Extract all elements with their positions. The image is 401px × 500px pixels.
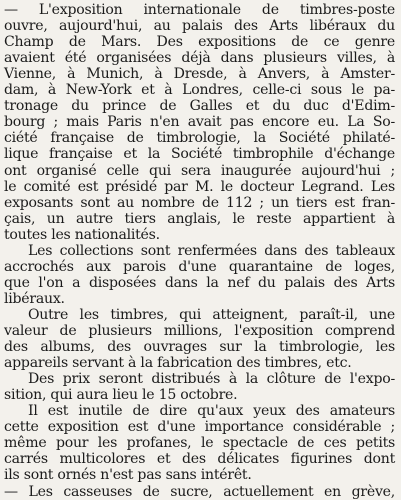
text-line: lique française et la Société timbrophile d'échange	[4, 146, 395, 163]
text-line: avaient été organisées déjà dans plusieurs villes, à	[4, 50, 395, 67]
text-line: ciété française de timbrologie, la Société philaté-	[4, 130, 395, 147]
text-line: toutes les nationalités.	[4, 226, 160, 243]
text-line: exposants sont au nombre de 112 ; un tiers est fran-	[4, 194, 395, 211]
text-line: dam, à New-York et à Londres, celle-ci sous le pa-	[4, 82, 395, 99]
text-line: tronage du prince de Galles et du duc d'Edim-	[4, 98, 395, 115]
text-line: Champ de Mars. Des expositions de ce genre	[4, 34, 395, 51]
text-line: même pour les profanes, le spectacle de ces petits	[4, 435, 395, 452]
text-line: Vienne, à Munich, à Dresde, à Anvers, à Amster-	[4, 66, 395, 83]
text-line: appareils servant à la fabrication des timbres, etc.	[4, 355, 352, 372]
text-line: çais, un autre tiers anglais, le reste appartient à	[4, 210, 395, 227]
text-line: carrés multicolores et des délicates figurines dont	[4, 451, 395, 468]
text-line: des albums, des ouvrages sur la timbrologie, les	[4, 339, 395, 356]
text-line: — Les casseuses de sucre, actuellement en grève,	[4, 483, 395, 500]
text-line: ils sont ornés n'est pas sans intérêt.	[4, 467, 252, 484]
text-line: le comité est présidé par M. le docteur Legrand. Les	[4, 178, 395, 195]
text-line: Des prix seront distribués à la clôture de l'expo-	[28, 371, 395, 388]
text-line: cette exposition est d'une importance considérable ;	[4, 419, 395, 436]
text-line: Outre les timbres, qui atteignent, paraît-il, une	[28, 306, 395, 323]
text-line: Les collections sont renfermées dans des tableaux	[28, 242, 395, 259]
text-line: accrochés aux parois d'une quarantaine de loges,	[4, 258, 395, 275]
text-line: bourg ; mais Paris n'en avait pas encore eu. La So-	[4, 114, 395, 131]
text-line: ouvre, aujourd'hui, au palais des Arts libéraux du	[4, 18, 395, 35]
text-line: libéraux.	[4, 290, 65, 307]
text-line: — L'exposition internationale de timbres-poste	[4, 2, 395, 18]
text-line: Il est inutile de dire qu'aux yeux des amateurs	[28, 403, 395, 420]
text-line: que l'on a disposées dans la nef du palais des Arts	[4, 274, 395, 291]
text-line: sition, qui aura lieu le 15 octobre.	[4, 387, 238, 404]
text-line: valeur de plusieurs millions, l'exposition comprend	[4, 323, 395, 339]
text-line: ont organisé celle qui sera inaugurée aujourd'hui ;	[4, 162, 395, 179]
